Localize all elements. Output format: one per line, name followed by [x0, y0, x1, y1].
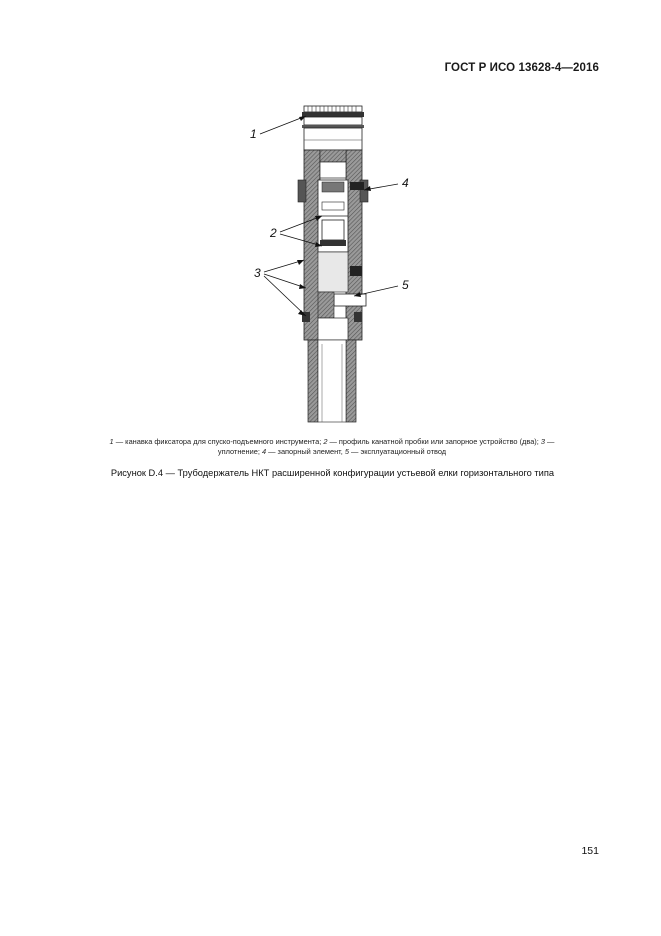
legend-num-5: 5 [344, 447, 349, 457]
page-number: 151 [581, 845, 599, 857]
callout-3 [254, 260, 306, 316]
document-header: ГОСТ Р ИСО 13628-4—2016 [444, 62, 599, 74]
legend-text-4: — запорный элемент, [266, 447, 345, 457]
svg-text:5: 5 [402, 278, 409, 292]
svg-text:2: 2 [270, 226, 277, 240]
tubing [308, 340, 356, 422]
legend-num-2: 2 [323, 437, 328, 446]
svg-text:3: 3 [254, 266, 261, 280]
svg-text:4: 4 [402, 176, 409, 190]
legend-num-3: 3 [540, 437, 545, 446]
legend-text-5: — эксплуатационный отвод [348, 447, 447, 457]
hanger-body [298, 150, 368, 340]
svg-text:1: 1 [250, 127, 257, 141]
legend-num-1: 1 [109, 437, 114, 446]
legend-text-2: — профиль канатной пробки или запорное устройство (два); [327, 437, 541, 446]
top-cap [302, 106, 364, 150]
legend-num-4: 4 [261, 447, 267, 457]
legend-text-3: — уплотнение; [217, 437, 555, 457]
legend-text-1: — канавка фиксатора для спуско-подъемного инструмента; [113, 437, 324, 446]
callout-4 [364, 176, 409, 191]
callout-1 [250, 116, 306, 141]
figure-caption: Рисунок D.4 — Трубодержатель НКТ расширенной конфигурации устьевой елки горизонтального типа [110, 468, 555, 478]
tubing-hanger-drawing [230, 98, 430, 428]
figure-legend [104, 437, 560, 458]
